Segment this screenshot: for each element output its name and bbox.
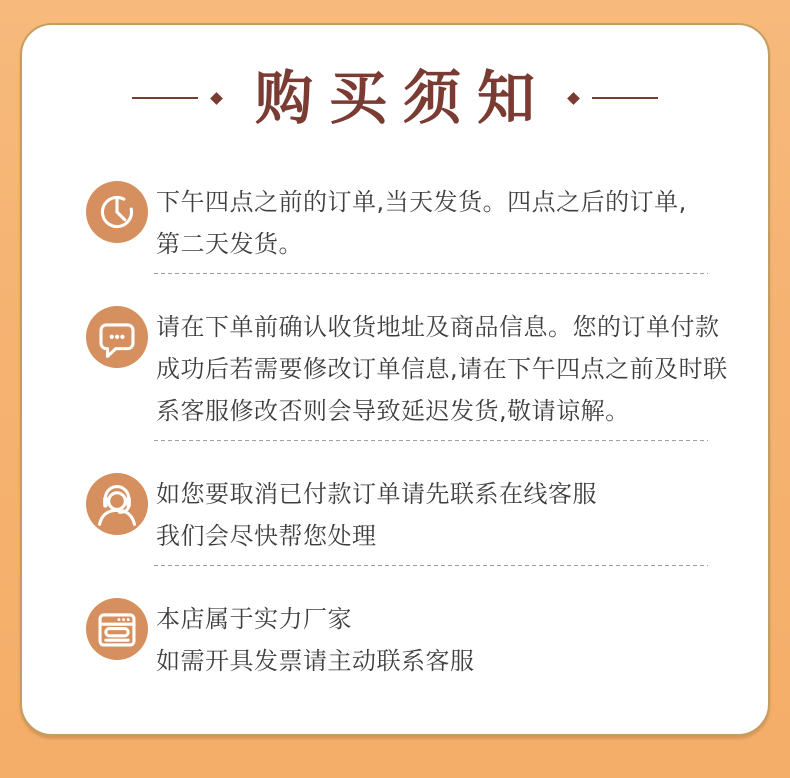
dashed-divider	[154, 273, 708, 274]
notice-list	[22, 181, 768, 682]
notice-text	[156, 181, 687, 265]
title-divider-line-left	[132, 97, 198, 99]
notice-card	[20, 23, 770, 736]
notice-text-line: 成功后若需要修改订单信息,请在下午四点之前及时联	[156, 355, 728, 383]
notice-row-shipping	[22, 181, 768, 265]
notice-row-cancel-order	[22, 473, 768, 557]
notice-text-line: 系客服修改否则会导致延迟发货,敬请谅解。	[156, 397, 630, 425]
notice-text-line: 下午四点之前的订单,当天发货。四点之后的订单,	[156, 188, 687, 216]
dashed-divider	[154, 440, 708, 441]
title-diamond-dot-right	[567, 92, 580, 105]
title-diamond-dot-left	[210, 92, 223, 105]
notice-text-line: 本店属于实力厂家	[156, 605, 352, 633]
notice-text	[156, 306, 728, 432]
customer-service-icon	[86, 473, 148, 535]
notice-text-line: 请在下单前确认收货地址及商品信息。您的订单付款	[156, 313, 720, 341]
notice-text-line: 如需开具发票请主动联系客服	[156, 647, 475, 675]
title-row	[22, 64, 768, 132]
dashed-divider	[154, 565, 708, 566]
notice-text-line: 我们会尽快帮您处理	[156, 522, 377, 550]
notice-text-line: 如您要取消已付款订单请先联系在线客服	[156, 480, 597, 508]
clock-icon	[86, 181, 148, 243]
notice-row-invoice	[22, 598, 768, 682]
page-title: 购买须知	[254, 64, 551, 132]
notice-text-line: 第二天发货。	[156, 230, 303, 258]
notice-row-order-info	[22, 306, 768, 432]
notice-text	[156, 473, 597, 557]
chat-bubble-icon	[86, 306, 148, 368]
title-divider-line-right	[592, 97, 658, 99]
invoice-icon	[86, 598, 148, 660]
notice-text	[156, 598, 475, 682]
